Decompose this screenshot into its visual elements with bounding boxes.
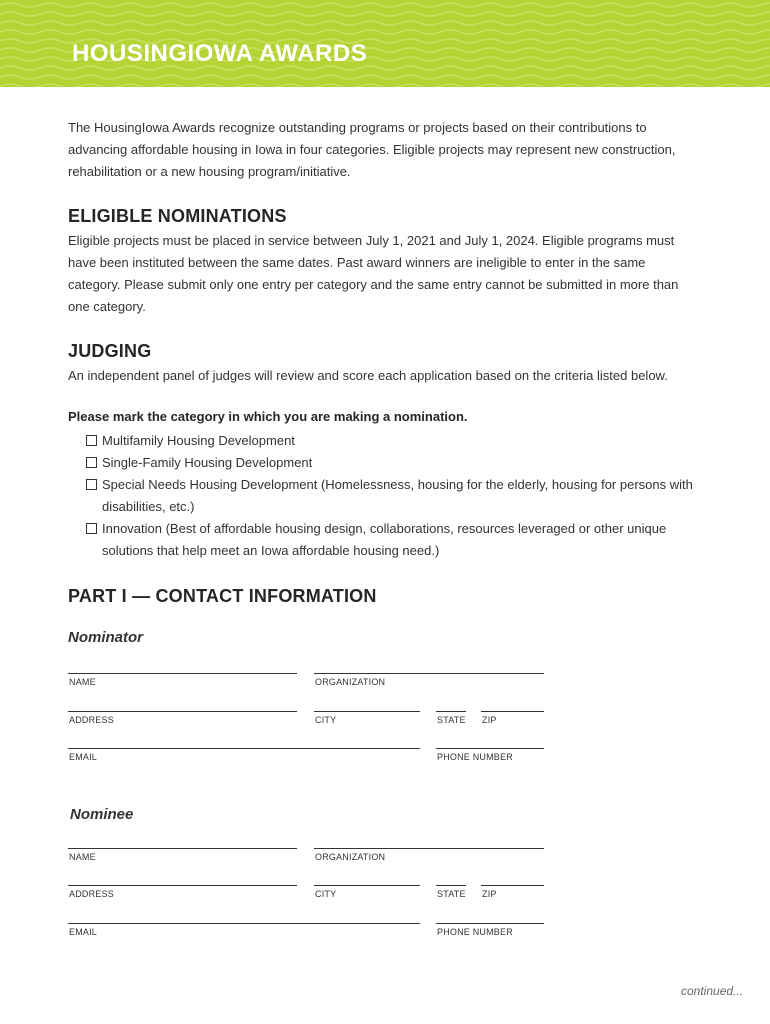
option-label: Special Needs Housing Development (Homelessness, housing for the elderly, housing for persons with disabilities, etc.) <box>102 477 693 514</box>
field-label: CITY <box>315 715 337 725</box>
nominee-state-field[interactable] <box>436 885 466 911</box>
intro-text: The HousingIowa Awards recognize outstanding programs or projects based on their contributions to advancing affordable housing in Iowa in four categories. Eligible projects may represent new construction, rehabilitation or a new housing program/initiative. <box>68 120 676 179</box>
single-family-checkbox[interactable] <box>86 457 97 468</box>
nominee-phone-field[interactable] <box>436 923 544 949</box>
field-label: EMAIL <box>69 927 98 937</box>
field-label: CITY <box>315 889 337 899</box>
nominator-city-field[interactable] <box>314 711 420 737</box>
page-title: HOUSINGIOWA AWARDS <box>72 40 368 67</box>
multifamily-checkbox[interactable] <box>86 435 97 446</box>
option-label: Innovation (Best of affordable housing design, collaborations, resources leveraged or other unique solutions that help meet an Iowa affordable housing need.) <box>102 521 667 558</box>
field-label: ORGANIZATION <box>315 852 386 862</box>
nominee-zip-field[interactable] <box>481 885 544 911</box>
option-label: Multifamily Housing Development <box>102 433 295 448</box>
field-label: ORGANIZATION <box>315 677 386 687</box>
field-label: STATE <box>437 889 466 899</box>
field-label: ADDRESS <box>69 715 114 725</box>
special-needs-checkbox[interactable] <box>86 479 97 490</box>
field-label: STATE <box>437 715 466 725</box>
nominee-title: Nominee <box>70 806 134 823</box>
field-label: ADDRESS <box>69 889 114 899</box>
nominator-title: Nominator <box>68 629 143 646</box>
nominator-phone-field[interactable] <box>436 748 544 774</box>
continued-note: continued... <box>681 984 744 998</box>
category-option-innovation <box>86 518 686 562</box>
nominator-state-field[interactable] <box>436 711 466 737</box>
field-label: ZIP <box>482 715 497 725</box>
option-label: Single-Family Housing Development <box>102 455 313 470</box>
field-label: ZIP <box>482 889 497 899</box>
nominator-email-field[interactable] <box>68 748 420 774</box>
nominee-name-field[interactable] <box>68 848 297 874</box>
category-option-multifamily <box>86 430 706 452</box>
innovation-checkbox[interactable] <box>86 523 97 534</box>
eligible-text: Eligible projects must be placed in service between July 1, 2021 and July 1, 2024. Eligible programs must have been instituted between the same dates. Past award winners are ineligible to enter in the same category. Please submit only one entry per category and the same entry cannot be submitted in more than one category. <box>68 233 679 314</box>
category-option-special-needs <box>86 474 706 518</box>
field-label: NAME <box>69 852 96 862</box>
nominator-address-field[interactable] <box>68 711 297 737</box>
field-label: EMAIL <box>69 752 98 762</box>
nominator-name-field[interactable] <box>68 673 297 699</box>
header-banner <box>0 0 770 87</box>
eligible-heading: ELIGIBLE NOMINATIONS <box>68 206 287 226</box>
nominee-address-field[interactable] <box>68 885 297 911</box>
category-prompt: Please mark the category in which you are making a nomination. <box>68 409 468 424</box>
field-label: NAME <box>69 677 96 687</box>
judging-text: An independent panel of judges will review and score each application based on the criteria listed below. <box>68 368 668 383</box>
nominator-zip-field[interactable] <box>481 711 544 737</box>
nominee-email-field[interactable] <box>68 923 420 949</box>
nominee-city-field[interactable] <box>314 885 420 911</box>
field-label: PHONE NUMBER <box>437 752 513 762</box>
nominee-organization-field[interactable] <box>314 848 544 874</box>
nominator-organization-field[interactable] <box>314 673 544 699</box>
field-label: PHONE NUMBER <box>437 927 513 937</box>
category-option-single-family <box>86 452 706 474</box>
part1-heading: PART I — CONTACT INFORMATION <box>68 586 377 606</box>
judging-heading: JUDGING <box>68 341 152 361</box>
